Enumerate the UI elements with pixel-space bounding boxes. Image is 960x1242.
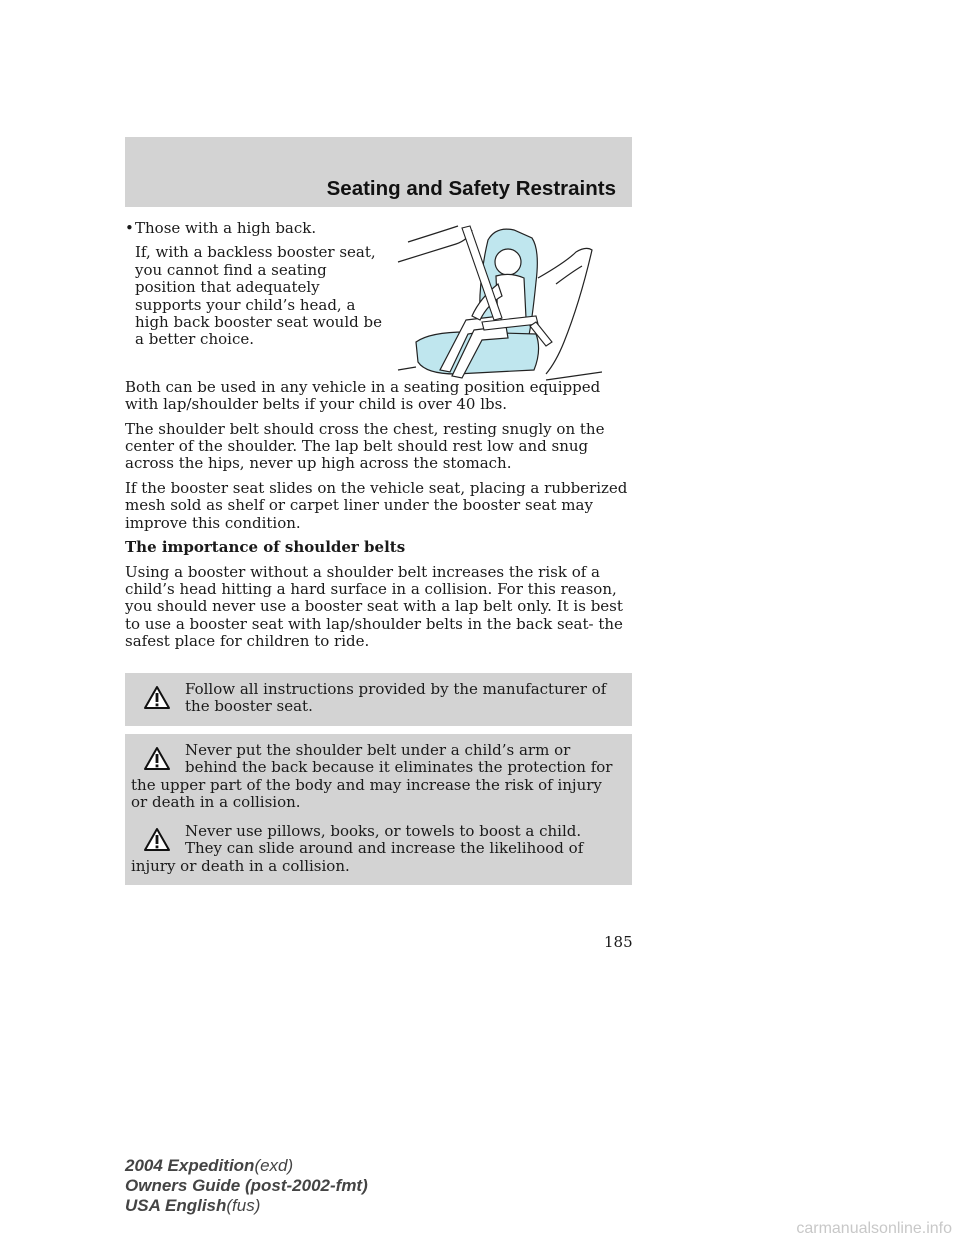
watermark: carmanualsonline.info	[796, 1220, 952, 1237]
warning-box	[125, 734, 632, 822]
warning-triangle-icon	[143, 827, 171, 853]
footer-line-model	[125, 1156, 368, 1176]
section-heading: The importance of shoulder belts	[125, 538, 406, 557]
warning-text: Follow all instructions provided by the manufacturer of the booster seat.	[185, 680, 607, 716]
warning-box	[125, 815, 632, 885]
body-paragraph: If the booster seat slides on the vehicle seat, placing a rubberized mesh sold as shelf or carpet liner under the booster seat may improve this condition.	[125, 478, 628, 532]
child-head	[495, 249, 521, 275]
footer-line-language	[125, 1196, 368, 1216]
bullet-text: Those with a high back.	[135, 219, 317, 237]
body-paragraph: The shoulder belt should cross the chest, resting snugly on the center of the shoulder. The lap belt should rest low and snug across the hips, never up high across the stomach.	[125, 419, 605, 473]
footer-model: 2004 Expedition	[125, 1156, 255, 1175]
section-title: Seating and Safety Restraints	[326, 177, 616, 200]
warning-triangle-icon	[143, 685, 171, 711]
body-paragraph: Using a booster without a shoulder belt increases the risk of a child’s head hitting a hard surface in a collision. For this reason, you should never use a booster seat with a lap belt only. It is best to use a booster seat with lap/shoulder belts in the back seat- the safest place for children to ride.	[125, 562, 623, 651]
footer-guide: Owners Guide (post-2002-fmt)	[125, 1176, 368, 1195]
document-footer	[125, 1156, 368, 1216]
footer-language-code: (fus)	[226, 1196, 261, 1215]
warning-text: Never use pillows, books, or towels to boost a child. They can slide around and increase the likelihood of injury or death in a collision.	[131, 822, 584, 875]
warning-text: Never put the shoulder belt under a child’s arm or behind the back because it eliminates the protection for the upper part of the body and may increase the risk of injury or death in a collision.	[131, 741, 613, 812]
footer-language: USA English	[125, 1196, 227, 1215]
page-number: 185	[604, 933, 633, 951]
warning-triangle-icon	[143, 746, 171, 772]
body-paragraph: Both can be used in any vehicle in a seating position equipped with lap/shoulder belts if your child is over 40 lbs.	[125, 377, 601, 414]
section-header-band	[125, 137, 632, 207]
intro-paragraph: If, with a backless booster seat, you cannot find a seating position that adequately supports your child’s head, a high back booster seat would be a better choice.	[135, 243, 382, 349]
booster-seat-illustration	[396, 222, 602, 388]
footer-model-code: (exd)	[254, 1156, 294, 1175]
warning-box	[125, 673, 632, 726]
bullet-icon: •	[125, 219, 134, 237]
